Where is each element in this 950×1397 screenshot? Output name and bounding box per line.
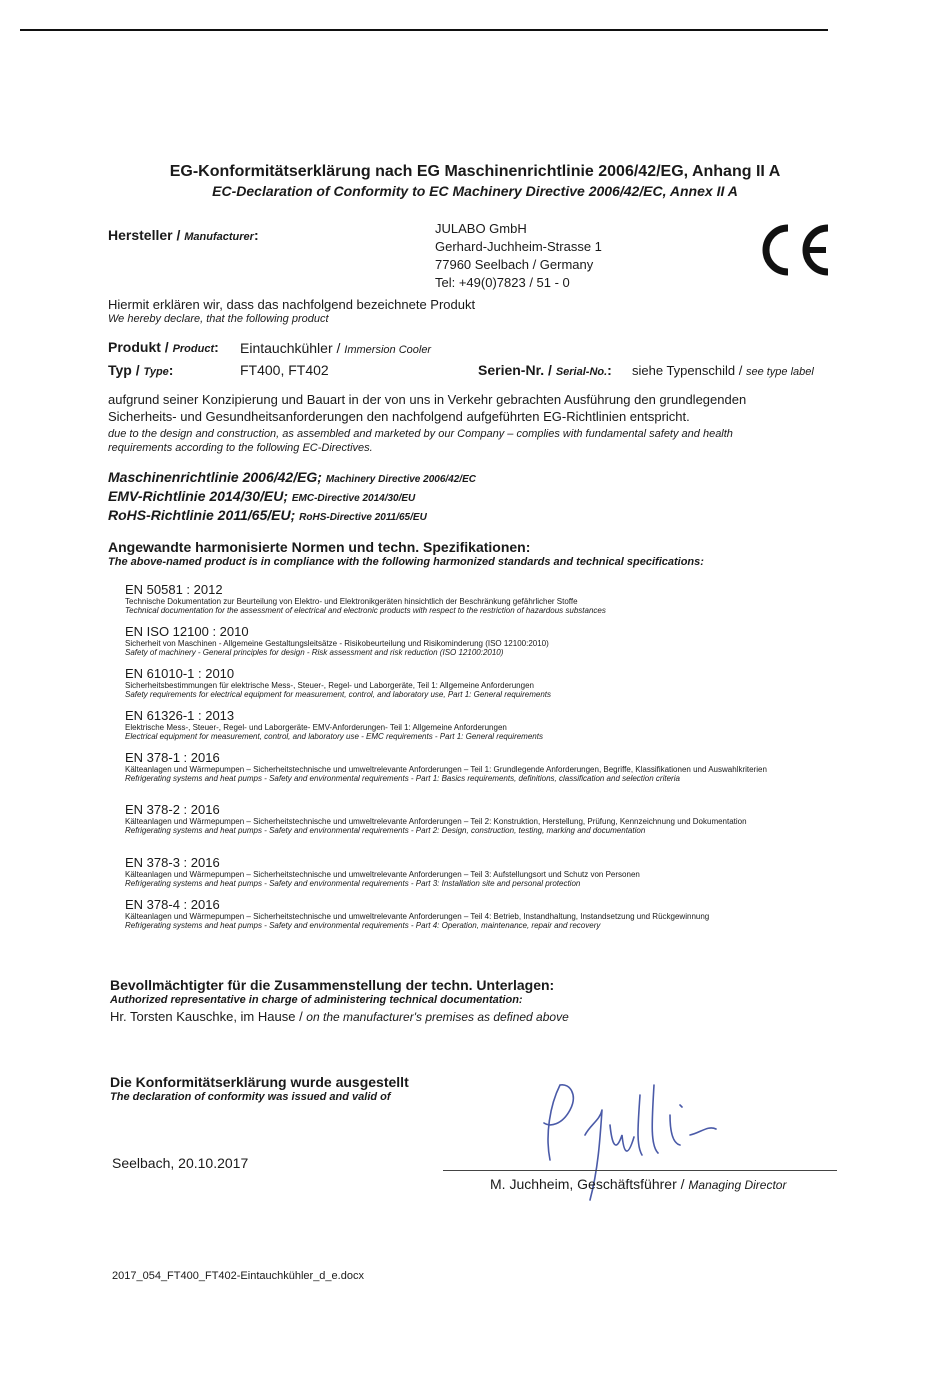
standard-code: EN 61326-1 : 2013 (125, 708, 235, 723)
standard-desc-de: Kälteanlagen und Wärmepumpen – Sicherheitstechnische und umweltrelevante Anforderungen – Teil 2: Konstruktion, Herstellung, Prüfung, Kennzeichnung und Dokumentation (125, 817, 747, 826)
standard-code: EN ISO 12100 : 2010 (125, 624, 249, 639)
signatory (490, 1176, 786, 1194)
product-value (240, 340, 431, 358)
standard-desc-en: Safety of machinery - General principles for design - Risk assessment and risk reduction (ISO 12100:2010) (125, 648, 504, 657)
standard-desc-en: Technical documentation for the assessment of electrical and electronic products with respect to the restriction of hazardous substances (125, 606, 606, 615)
representative-title-english: Authorized representative in charge of administering technical documentation: (110, 994, 523, 1006)
serial-value-en: see type label (745, 366, 814, 378)
standard-code: EN 61010-1 : 2010 (125, 666, 235, 681)
standard-desc-en: Refrigerating systems and heat pumps - Safety and environmental requirements - Part 1: Basics requirements, definitions, classification and selection criteria (125, 774, 680, 783)
signature-line (443, 1170, 837, 1171)
serial-label-de: Serien-Nr. / (478, 362, 556, 378)
manufacturer-street: Gerhard-Juchheim-Strasse 1 (435, 239, 602, 254)
type-label-colon: : (168, 362, 174, 378)
manufacturer-city: 77960 Seelbach / Germany (435, 257, 594, 272)
standards-title-german: Angewandte harmonisierte Normen und techn. Spezifikationen: (108, 539, 531, 555)
declare-english: We hereby declare, that the following product (108, 313, 329, 325)
standard-desc-de: Kälteanlagen und Wärmepumpen – Sicherheitstechnische und umweltrelevante Anforderungen – Teil 1: Grundlegende Anforderungen, Begriffe, Klassifikationen und Auswahlkriterien (125, 765, 767, 774)
issued-title-german: Die Konformitätserklärung wurde ausgestellt (110, 1074, 409, 1090)
directive-item: Maschinenrichtlinie 2006/42/EG; Machinery Directive 2006/42/EC (108, 469, 476, 485)
compliance-en-line2: requirements according to the following EC-Directives. (108, 442, 373, 454)
standard-code: EN 378-3 : 2016 (125, 855, 220, 870)
product-label-colon: : (214, 339, 219, 355)
signatory-name-de: M. Juchheim, Geschäftsführer / (490, 1176, 689, 1192)
footer-filename: 2017_054_FT400_FT402-Eintauchkühler_d_e.docx (112, 1270, 364, 1282)
standard-item (125, 897, 825, 930)
type-row (108, 362, 173, 380)
standard-item (125, 750, 825, 783)
compliance-de-line2: Sicherheits- und Gesundheitsanforderungen den nachfolgend aufgeführten EG-Richtlinien entspricht. (108, 409, 690, 424)
standard-desc-de: Kälteanlagen und Wärmepumpen – Sicherheitstechnische und umweltrelevante Anforderungen – Teil 3: Aufstellungsort und Schutz von Personen (125, 870, 640, 879)
product-value-en: Immersion Cooler (344, 344, 432, 356)
standards-title-english: The above-named product is in compliance with the following harmonized standards and technical specifications: (108, 556, 704, 568)
compliance-german (108, 391, 868, 425)
standard-item (125, 855, 825, 888)
standard-code: EN 378-2 : 2016 (125, 802, 220, 817)
serial-label-colon: : (607, 362, 612, 378)
representative-title-german: Bevollmächtigter für die Zusammenstellung der techn. Unterlagen: (110, 977, 555, 993)
signatory-name-en: Managing Director (688, 1178, 787, 1192)
serial-value (632, 362, 814, 380)
compliance-en-line1: due to the design and construction, as assembled and marketed by our Company – complies with fundamental safety and health (108, 428, 733, 440)
representative-name-en: on the manufacturer's premises as defined above (306, 1010, 569, 1024)
product-label-en: Product (172, 343, 215, 355)
representative-name (110, 1008, 569, 1026)
product-value-de: Eintauchkühler / (240, 340, 345, 356)
top-rule (20, 29, 828, 31)
manufacturer-label-colon: : (253, 227, 259, 243)
declare-german: Hiermit erklären wir, dass das nachfolgend bezeichnete Produkt (108, 297, 476, 312)
manufacturer-address (435, 220, 602, 292)
manufacturer-label-en: Manufacturer (184, 231, 254, 243)
manufacturer-name: JULABO GmbH (435, 221, 527, 236)
standard-desc-en: Refrigerating systems and heat pumps - Safety and environmental requirements - Part 2: Design, construction, testing, marking and documentation (125, 826, 646, 835)
type-value: FT400, FT402 (240, 362, 329, 378)
serial-label-en: Serial-No. (555, 366, 608, 378)
standard-code: EN 378-1 : 2016 (125, 750, 220, 765)
compliance-de-line1: aufgrund seiner Konzipierung und Bauart in der von uns in Verkehr gebrachten Ausführung den grundlegenden (108, 392, 747, 407)
type-label-en: Type (143, 366, 169, 378)
issued-title-english: The declaration of conformity was issued and valid of (110, 1091, 391, 1103)
serial-row (478, 362, 612, 380)
title-german: EG-Konformitätserklärung nach EG Maschinenrichtlinie 2006/42/EG, Anhang II A (169, 163, 781, 180)
standard-item (125, 666, 825, 699)
manufacturer-label-de: Hersteller / (108, 227, 185, 243)
standard-desc-de: Elektrische Mess-, Steuer-, Regel- und Laborgeräte- EMV-Anforderungen- Teil 1: Allgemeine Anforderungen (125, 723, 507, 732)
directive-item: RoHS-Richtlinie 2011/65/EU; RoHS-Directive 2011/65/EU (108, 507, 427, 523)
directive-item: EMV-Richtlinie 2014/30/EU; EMC-Directive 2014/30/EU (108, 488, 416, 504)
standard-desc-de: Sicherheit von Maschinen - Allgemeine Gestaltungsleitsätze - Risikobeurteilung und Risikominderung (ISO 12100:2010) (125, 639, 549, 648)
standard-desc-en: Refrigerating systems and heat pumps - Safety and environmental requirements - Part 3: Installation site and personal protection (125, 879, 581, 888)
standard-item (125, 582, 825, 615)
place-date: Seelbach, 20.10.2017 (112, 1155, 249, 1171)
compliance-english (108, 427, 868, 455)
standard-desc-en: Refrigerating systems and heat pumps - Safety and environmental requirements - Part 4: Operation, maintenance, repair and recovery (125, 921, 601, 930)
manufacturer-label (108, 227, 259, 245)
representative-name-de: Hr. Torsten Kauschke, im Hause / (110, 1009, 307, 1024)
title-english: EC-Declaration of Conformity to EC Machinery Directive 2006/42/EC, Annex II A (212, 183, 738, 199)
standard-code: EN 50581 : 2012 (125, 582, 223, 597)
product-label-de: Produkt / (108, 339, 173, 355)
type-label-de: Typ / (108, 362, 144, 378)
standard-item (125, 624, 825, 657)
standard-desc-de: Technische Dokumentation zur Beurteilung von Elektro- und Elektronikgeräten hinsichtlich der Beschränkung gefährlicher Stoffe (125, 597, 578, 606)
ce-mark-icon (754, 222, 834, 278)
standard-desc-en: Electrical equipment for measurement, control, and laboratory use - EMC requirements - Part 1: General requirements (125, 732, 543, 741)
standard-code: EN 378-4 : 2016 (125, 897, 220, 912)
standard-desc-en: Safety requirements for electrical equipment for measurement, control, and laboratory use, Part 1: General requirements (125, 690, 551, 699)
standard-desc-de: Sicherheitsbestimmungen für elektrische Mess-, Steuer-, Regel- und Laborgeräte, Teil 1: Allgemeine Anforderungen (125, 681, 534, 690)
product-row (108, 339, 219, 357)
manufacturer-phone: Tel: +49(0)7823 / 51 - 0 (435, 275, 570, 290)
standard-desc-de: Kälteanlagen und Wärmepumpen – Sicherheitstechnische und umweltrelevante Anforderungen – Teil 4: Betrieb, Instandhaltung, Instandsetzung und Rückgewinnung (125, 912, 710, 921)
directives-list (108, 469, 476, 526)
standard-item (125, 802, 825, 835)
standard-item (125, 708, 825, 741)
serial-value-de: siehe Typenschild / (632, 363, 746, 378)
